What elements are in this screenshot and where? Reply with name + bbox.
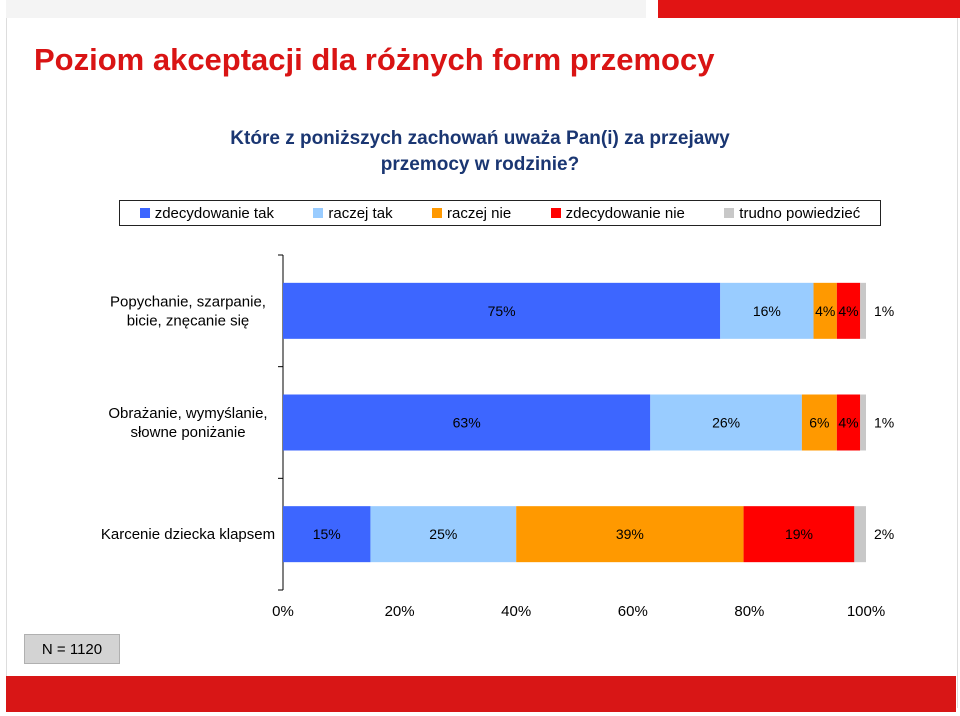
x-tick-label: 100% (846, 603, 886, 620)
category-label: Popychanie, szarpanie, (110, 293, 266, 311)
data-label: 1% (874, 302, 895, 319)
data-label: 16% (752, 302, 781, 319)
question-line-2: przemocy w rodzinie? (380, 154, 580, 175)
x-tick-label: 0% (272, 603, 294, 620)
data-label: 4% (838, 302, 859, 319)
data-label: 6% (809, 414, 830, 431)
category-label: Karcenie dziecka klapsem (100, 526, 276, 544)
data-label: 63% (452, 414, 481, 431)
bar-segment (860, 283, 866, 339)
sample-size-box (24, 634, 120, 664)
legend-label: raczej nie (447, 204, 512, 222)
legend-label: raczej tak (328, 204, 393, 222)
category-label: Obrażanie, wymyślanie, (108, 405, 268, 422)
data-label: 26% (712, 414, 741, 431)
category-label: słowne poniżanie (130, 424, 246, 441)
bottom-accent-bar (6, 676, 956, 712)
data-label: 4% (838, 414, 859, 431)
x-tick-label: 60% (617, 603, 648, 620)
data-label: 1% (874, 414, 895, 431)
question-line-1: Które z poniższych zachowań uważa Pan(i) za przejawy (230, 128, 730, 149)
x-tick-label: 20% (384, 603, 415, 620)
slide-title: Poziom akceptacji dla różnych form przemocy (34, 42, 715, 77)
legend-label: zdecydowanie nie (565, 204, 685, 222)
legend-label: zdecydowanie tak (154, 204, 274, 222)
bar-segment (860, 395, 866, 451)
data-label: 15% (312, 526, 341, 543)
data-label: 75% (487, 302, 516, 319)
legend-label: trudno powiedzieć (739, 204, 861, 222)
x-tick-label: 80% (734, 603, 765, 620)
category-label: bicie, znęcanie się (126, 312, 250, 330)
bar-segment (854, 506, 866, 562)
x-tick-label: 40% (501, 603, 532, 620)
data-label: 25% (429, 526, 458, 543)
data-label: 19% (784, 526, 813, 543)
data-label: 39% (615, 526, 644, 543)
sample-size-label: N = 1120 (41, 640, 103, 658)
data-label: 2% (874, 526, 895, 543)
data-label: 4% (815, 302, 836, 319)
